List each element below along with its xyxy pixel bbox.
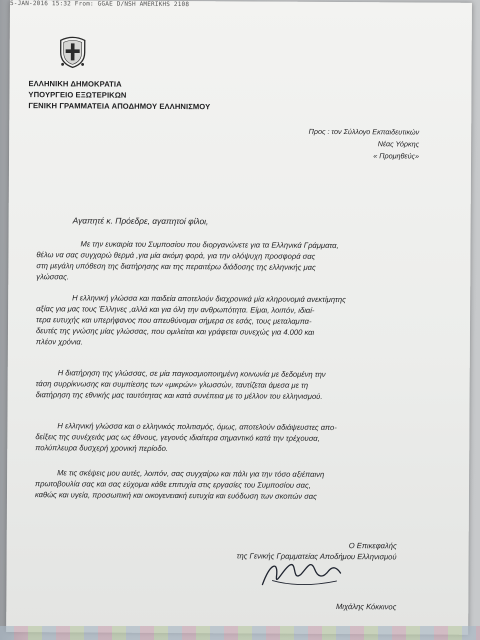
recipient-line-3: « Προμηθεύς» xyxy=(373,151,420,161)
paragraph-line: δείξεις της συνέχειάς μας ως έθνους, γεγονός ιδιαίτερα σημαντικό κατά την τρέχουσα, xyxy=(35,432,320,443)
recipient-line-1: Προς : τον Σύλλογο Εκπαιδευτικών xyxy=(308,126,420,137)
recipient-block xyxy=(189,125,419,162)
letterhead xyxy=(28,78,268,112)
letterhead-line-secretariat: ΓΕΝΙΚΗ ΓΡΑΜΜΑΤΕΙΑ ΑΠΟΔΗΜΟΥ ΕΛΛΗΝΙΣΜΟΥ xyxy=(28,101,211,112)
letterhead-line-republic: ΕΛΛΗΝΙΚΗ ΔΗΜΟΚΡΑΤΙΑ xyxy=(28,79,122,89)
paragraph-line: διατήρηση της εθνικής μας ταυτότητας και κατά συνέπεια με το μέλλον του ελληνισμού. xyxy=(35,390,323,401)
paragraph-2 xyxy=(36,292,454,350)
letter-page xyxy=(6,0,472,635)
paragraph-line: αξίας για μας τους Έλληνες ,αλλά και για όλη την ανθρωπότητα. Είμαι, λοιπόν, ιδιαί- xyxy=(36,304,315,315)
signatory-name: Μιχάλης Κόκκινος xyxy=(335,602,397,612)
signature-office: της Γενικής Γραμματείας Αποδήμου Ελληνισμού xyxy=(236,551,397,562)
signature-title: Ο Επικεφαλής xyxy=(348,541,397,551)
paragraph-line: Η διατήρηση της γλώσσας, σε μία παγκοσμιοποιημένη κοινωνία με δεδομένη την xyxy=(57,368,326,379)
handwritten-signature xyxy=(256,555,346,596)
paragraph-line: θέλω να σας συγχαρώ θερμά ,για μία ακόμη φορά, για την ολόψυχη προσφορά σας xyxy=(36,250,316,261)
paragraph-line: πλέον χρόνια. xyxy=(35,337,83,347)
paragraph-line: Με τις σκέψεις μου αυτές, λοιπόν, σας συγχαίρω και πάλι για την τόσο αξιέπαινη xyxy=(57,468,325,479)
paragraph-line: τερα ευτυχής και υπερήφανος που απευθύνομαι σήμερα σε εσάς, τους μεταλαμπα- xyxy=(36,315,312,326)
recipient-line-2: Νέας Υόρκης xyxy=(377,139,420,149)
fax-header: 5-JAN-2016 15:32 From: GGAE D/NSH AMERIKHS 2108 xyxy=(9,0,190,9)
paragraph-line: Η ελληνική γλώσσα και παιδεία αποτελούν διαχρονικά μία κληρονομιά ανεκτίμητης xyxy=(72,293,346,305)
letterhead-line-ministry: ΥΠΟΥΡΓΕΙΟ ΕΞΩΤΕΡΙΚΩΝ xyxy=(28,90,127,100)
salutation: Αγαπητέ κ. Πρόεδρε, αγαπητοί φίλοι, xyxy=(72,215,209,227)
paragraph-line: πρωτοβουλία σας και σας εύχομαι κάθε επιτυχία στις εργασίες του Συμποσίου σας, xyxy=(35,479,311,490)
paragraph-4 xyxy=(35,420,453,456)
carpet-edge xyxy=(0,626,480,640)
greek-coat-of-arms-icon xyxy=(58,34,88,68)
paragraph-line: Με την ευκαιρία του Συμποσίου που διοργανώνετε για τα Ελληνικά Γράμματα, xyxy=(80,239,339,251)
paragraph-line: καθώς και υγεία, προσωπική και οικογενειακή ευτυχία και ευόδωση των σκοπών σας xyxy=(34,490,317,501)
paragraph-5 xyxy=(35,467,453,503)
paragraph-line: στη μεγάλη υπόθεση της διατήρησης και της περαιτέρω διάδοσης της ελληνικής μας xyxy=(36,261,316,272)
paragraph-line: Η ελληνική γλώσσα και ο ελληνικός πολιτισμός, όμως, αποτελούν αδιάψευστες απο- xyxy=(57,421,337,433)
paragraph-3 xyxy=(36,367,454,403)
paragraph-line: δευτές της γνώσης μίας γλώσσας, που ομιλείται και γράφεται συνεχώς για 4.000 και xyxy=(35,326,315,337)
paragraph-line: πολύπλευρα δυσχερή χρονική περίοδο. xyxy=(35,443,168,453)
paragraph-1 xyxy=(36,238,454,285)
paragraph-line: γλώσσας. xyxy=(36,272,69,282)
paragraph-line: τάση συρρίκνωσης και συμπίεσης των «μικρών» γλωσσών, ταυτίζεται άμεσα με τη xyxy=(35,379,309,390)
